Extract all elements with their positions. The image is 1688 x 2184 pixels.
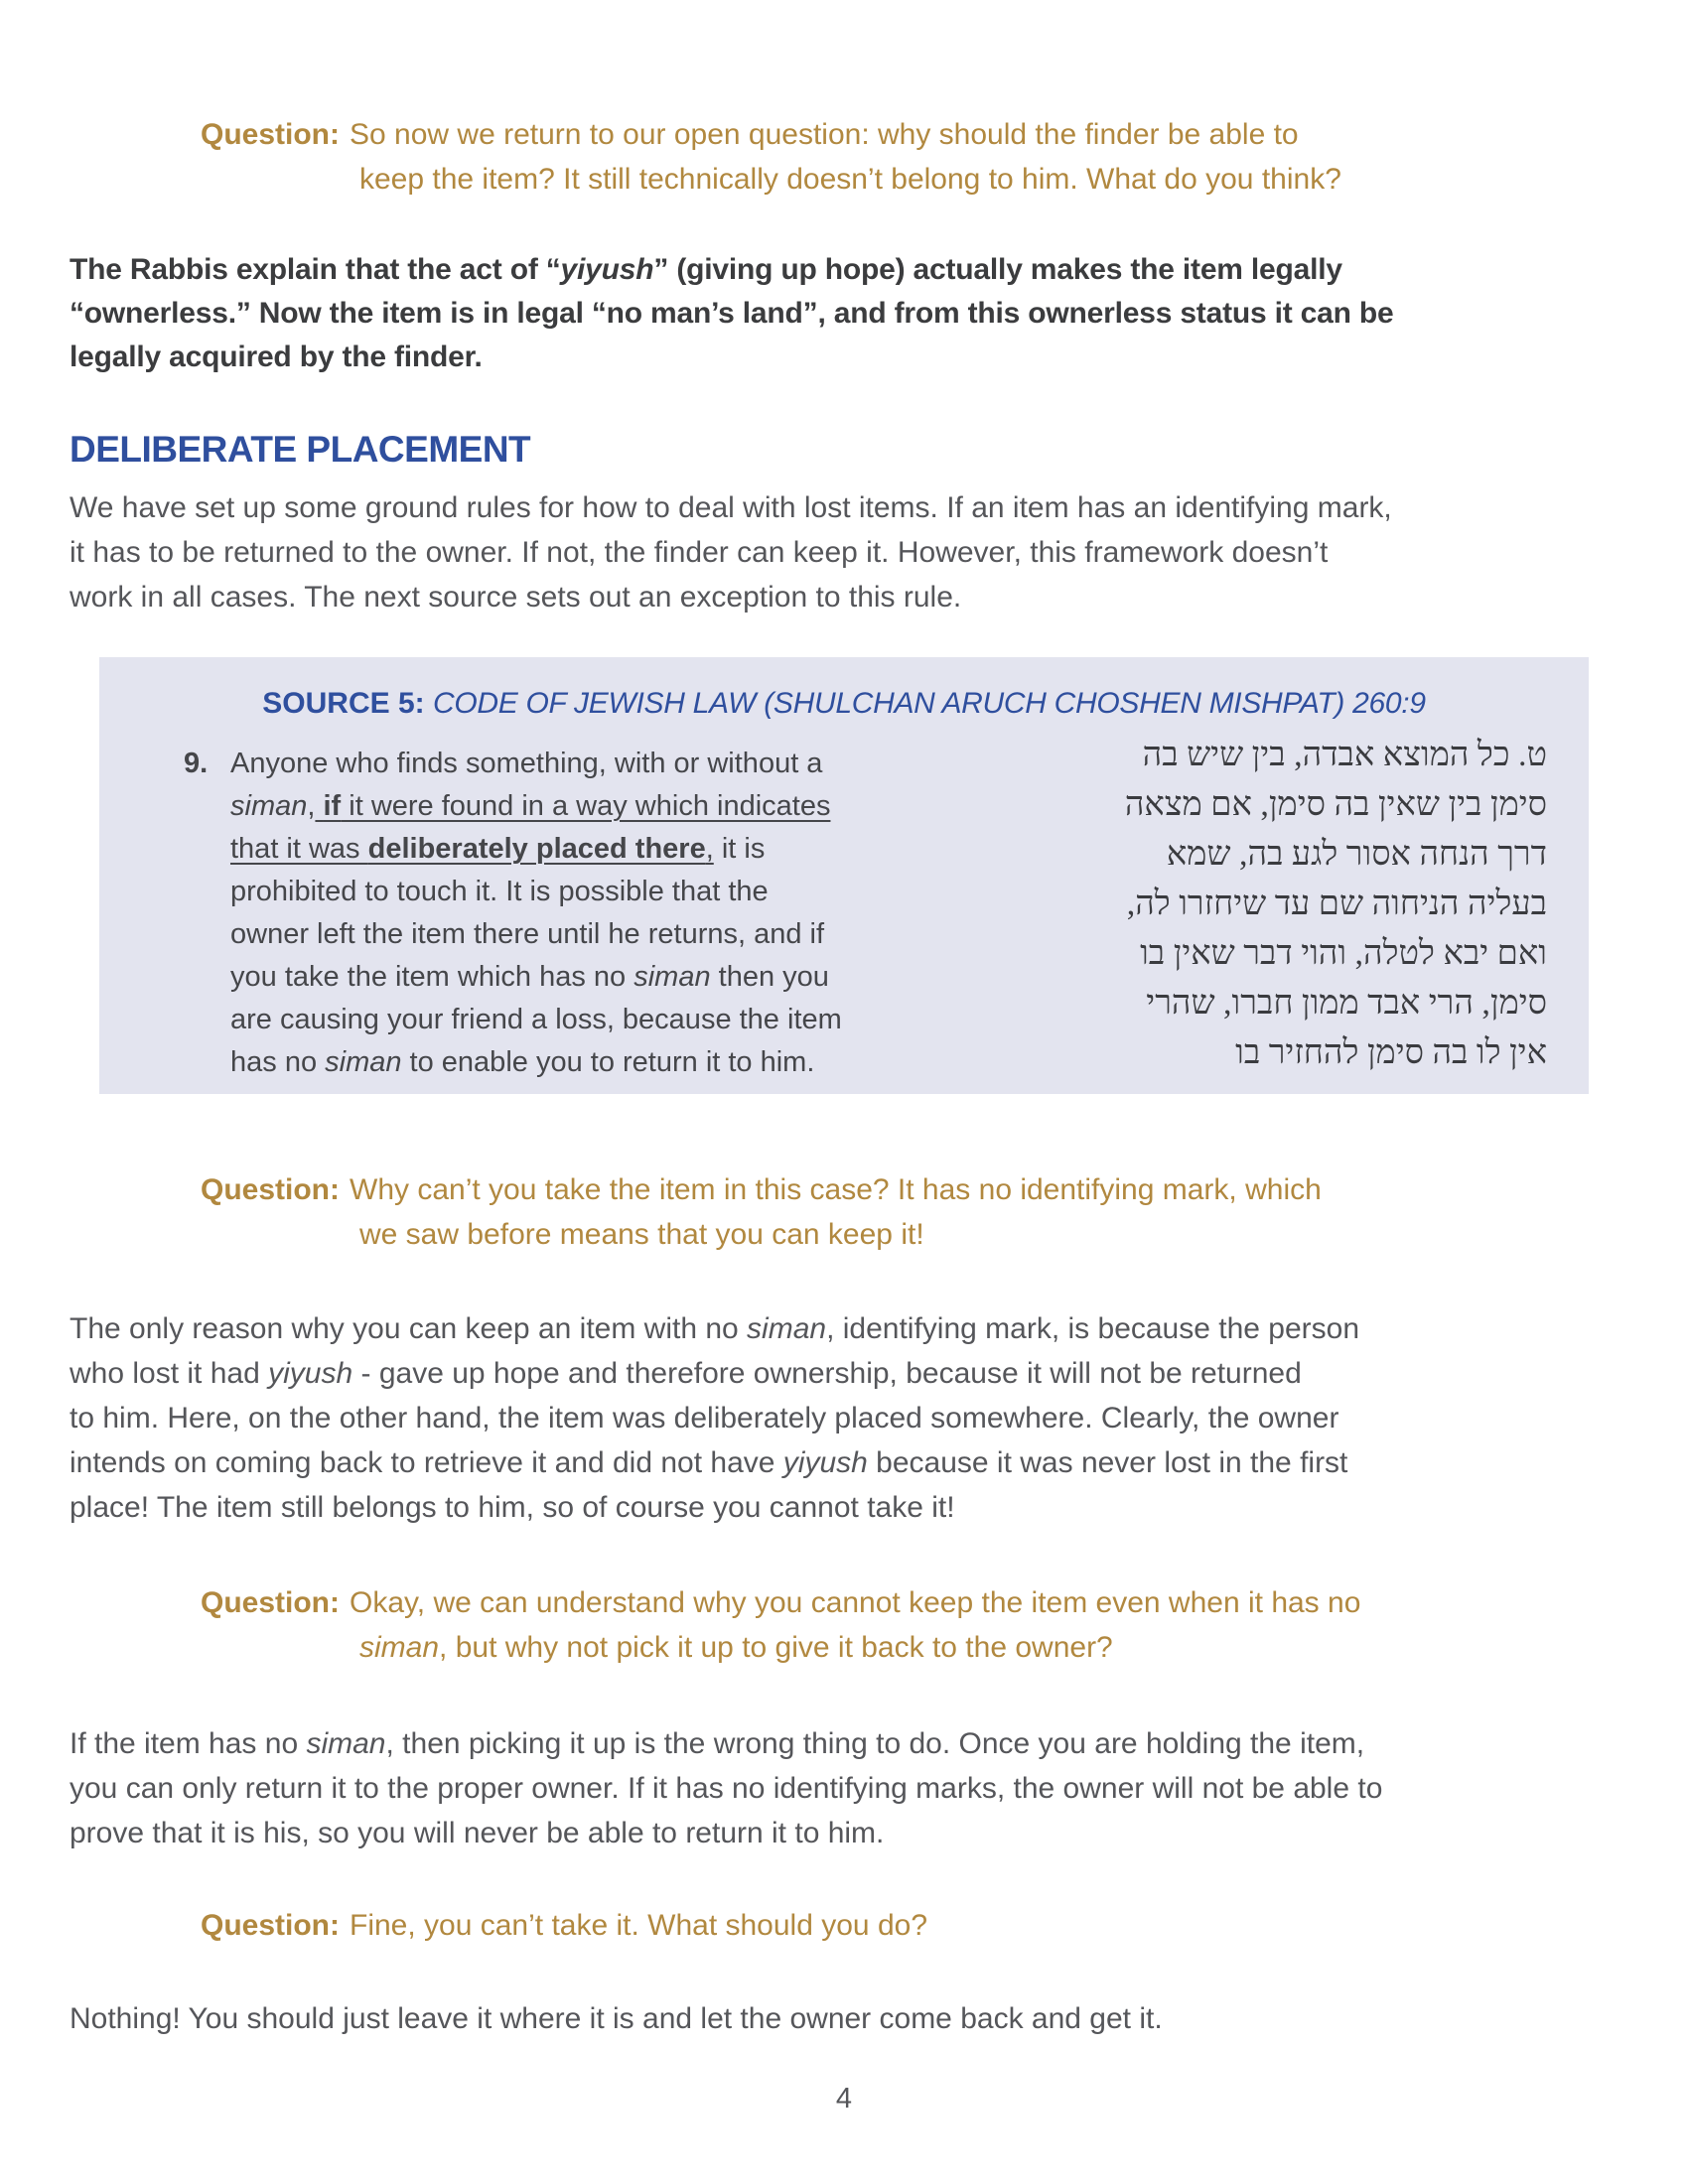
nothing-paragraph-text: Nothing! You should just leave it where it is and let the owner come back and get it.: [70, 2002, 1163, 2035]
page-number: 4: [835, 2083, 853, 2115]
question-block-2: [201, 1167, 1688, 1257]
question-label: Question:: [201, 1909, 340, 1942]
question-block-4: [201, 1903, 1688, 1948]
ground-rules-paragraph: [70, 485, 1658, 619]
rabbis-paragraph-text: The Rabbis explain that the act of “yiyush” (giving up hope) actually makes the item legally “ownerless.” Now the item is in legal “no man’s land”, and from this ownerless status it can be legally acquired by the finder.: [70, 253, 1394, 373]
question-block-1: [201, 112, 1688, 202]
only-reason-paragraph: [70, 1306, 1658, 1530]
source-title: CODE OF JEWISH LAW (SHULCHAN ARUCH CHOSHEN MISHPAT) 260:9: [432, 687, 1426, 720]
question-2-text: Why can’t you take the item in this case? It has no identifying mark, which we saw before means that you can keep it!: [350, 1173, 1322, 1251]
question-label: Question:: [201, 1586, 340, 1619]
source-5-header: [99, 657, 1589, 723]
question-3-text: Okay, we can understand why you cannot keep the item even when it has no siman, but why not pick it up to give it back to the owner?: [350, 1586, 1361, 1664]
source-label: SOURCE 5:: [262, 687, 425, 720]
source-english-text: Anyone who finds something, with or without a siman, if it were found in a way which indicates that it was deliberately placed there, it is prohibited to touch it. It is possible that the owner left the item there until he returns, and if you take the item which has no siman then you are causing your friend a loss, because the item has no siman to enable you to return it to him.: [230, 748, 842, 1078]
no-siman-paragraph: [70, 1721, 1658, 1855]
question-label: Question:: [201, 118, 340, 151]
source-item-number: 9.: [184, 748, 209, 779]
rabbis-paragraph: [70, 248, 1658, 379]
no-siman-paragraph-text: If the item has no siman, then picking it up is the wrong thing to do. Once you are holding the item, you can only return it to the proper owner. If it has no identifying marks, the owner will not be able to prove that it is his, so you will never be able to return it to him.: [70, 1727, 1383, 1849]
source-5-box: [99, 657, 1589, 1094]
question-1-text: So now we return to our open question: why should the finder be able to keep the item? It still technically doesn’t belong to him. What do you think?: [350, 118, 1341, 196]
nothing-paragraph: [70, 1996, 1658, 2041]
question-4-text: Fine, you can’t take it. What should you do?: [350, 1909, 927, 1942]
question-label: Question:: [201, 1173, 340, 1206]
ground-rules-paragraph-text: We have set up some ground rules for how to deal with lost items. If an item has an identifying mark, it has to be returned to the owner. If not, the finder can keep it. However, this framework doesn’t work in all cases. The next source sets out an exception to this rule.: [70, 491, 1392, 614]
deliberate-placement-heading: DELIBERATE PLACEMENT: [70, 429, 531, 470]
source-hebrew-text: ט. כל המוצא אבדה, בין שיש בה סימן בין שאין בה סימן, אם מצאה דרך הנחה אסור לגע בה, שמא בעליה הניחוה שם עד שיחזרו לה, ואם יבא לטלה, והוי דבר שאין בו סימן, הרי אבד ממון חברו, שהרי אין לו בה סימן להחזיר בו: [1124, 737, 1547, 1071]
only-reason-paragraph-text: The only reason why you can keep an item with no siman, identifying mark, is because the person who lost it had yiyush - gave up hope and therefore ownership, because it will not be returned to him. Here, on the other hand, the item was deliberately placed somewhere. Clearly, the owner intends on coming back to retrieve it and did not have yiyush because it was never lost in the first place! The item still belongs to him, so of course you cannot take it!: [70, 1312, 1360, 1524]
question-block-3: [201, 1580, 1688, 1670]
